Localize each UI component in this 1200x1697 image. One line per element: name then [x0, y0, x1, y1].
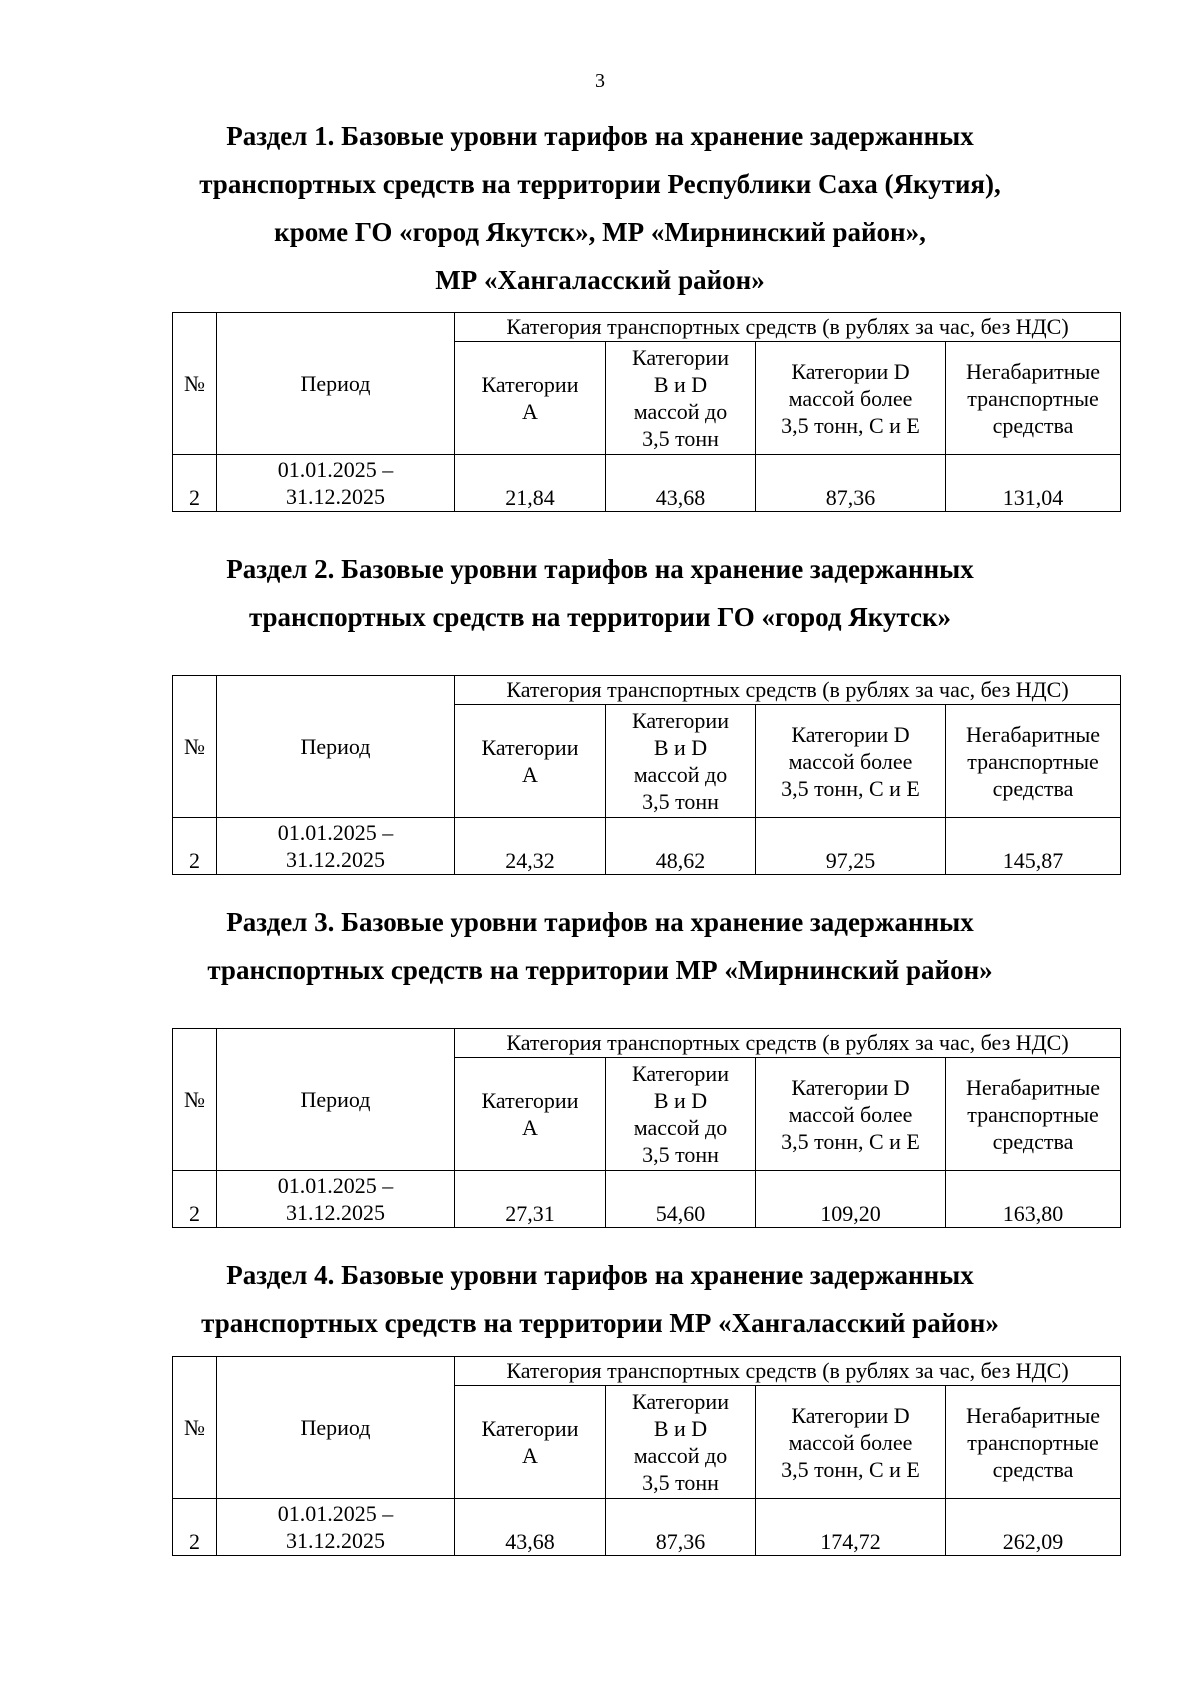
col-oversize-header: Негабаритные транспортные средства — [946, 1386, 1121, 1499]
col-period-header: Период — [217, 1357, 455, 1499]
row-cat-bd: 43,68 — [606, 455, 756, 512]
col-cat-dce-header: Категории D массой более 3,5 тонн, С и Е — [756, 342, 946, 455]
table-row — [173, 818, 1121, 875]
col-cat-a-header: Категории А — [455, 705, 606, 818]
col-number-header: № — [173, 1029, 217, 1171]
row-cat-bd: 48,62 — [606, 818, 756, 875]
category-group-header: Категория транспортных средств (в рублях за час, без НДС) — [455, 1029, 1121, 1058]
col-number-header: № — [173, 676, 217, 818]
col-number-header: № — [173, 313, 217, 455]
title-line: Раздел 3. Базовые уровни тарифов на хранение задержанных — [226, 907, 974, 937]
row-cat-bd: 87,36 — [606, 1499, 756, 1556]
title-line: МР «Хангаласский район» — [435, 265, 765, 295]
tariff-table-2 — [172, 675, 1121, 875]
section-2 — [0, 545, 1200, 641]
col-oversize-header: Негабаритные транспортные средства — [946, 342, 1121, 455]
category-group-header: Категория транспортных средств (в рублях за час, без НДС) — [455, 676, 1121, 705]
row-number: 2 — [173, 1499, 217, 1556]
tariff-table-4 — [172, 1356, 1121, 1556]
row-cat-dce: 97,25 — [756, 818, 946, 875]
category-group-header: Категория транспортных средств (в рублях за час, без НДС) — [455, 313, 1121, 342]
col-cat-bd-header: Категории В и D массой до 3,5 тонн — [606, 1058, 756, 1171]
title-line: Раздел 2. Базовые уровни тарифов на хранение задержанных — [226, 554, 974, 584]
section-title — [0, 1251, 1200, 1347]
col-cat-a-header: Категории А — [455, 1058, 606, 1171]
table-row — [173, 455, 1121, 512]
row-cat-dce: 174,72 — [756, 1499, 946, 1556]
col-cat-dce-header: Категории D массой более 3,5 тонн, С и Е — [756, 1058, 946, 1171]
row-oversize: 145,87 — [946, 818, 1121, 875]
col-cat-dce-header: Категории D массой более 3,5 тонн, С и Е — [756, 705, 946, 818]
section-4 — [0, 1251, 1200, 1347]
col-cat-bd-header: Категории В и D массой до 3,5 тонн — [606, 705, 756, 818]
row-number: 2 — [173, 818, 217, 875]
col-period-header: Период — [217, 676, 455, 818]
row-cat-a: 27,31 — [455, 1171, 606, 1228]
col-oversize-header: Негабаритные транспортные средства — [946, 705, 1121, 818]
section-title — [0, 898, 1200, 994]
row-period: 01.01.2025 – 31.12.2025 — [217, 455, 455, 512]
row-oversize: 262,09 — [946, 1499, 1121, 1556]
section-3 — [0, 898, 1200, 994]
title-line: кроме ГО «город Якутск», МР «Мирнинский район», — [274, 217, 926, 247]
title-line: Раздел 4. Базовые уровни тарифов на хранение задержанных — [226, 1260, 974, 1290]
row-cat-a: 43,68 — [455, 1499, 606, 1556]
col-cat-bd-header: Категории В и D массой до 3,5 тонн — [606, 1386, 756, 1499]
title-line: транспортных средств на территории МР «Хангаласский район» — [201, 1308, 999, 1338]
row-cat-bd: 54,60 — [606, 1171, 756, 1228]
col-cat-bd-header: Категории В и D массой до 3,5 тонн — [606, 342, 756, 455]
row-cat-a: 24,32 — [455, 818, 606, 875]
col-oversize-header: Негабаритные транспортные средства — [946, 1058, 1121, 1171]
section-title — [0, 545, 1200, 641]
table-row — [173, 1499, 1121, 1556]
title-line: транспортных средств на территории МР «Мирнинский район» — [207, 955, 993, 985]
row-oversize: 131,04 — [946, 455, 1121, 512]
title-line: Раздел 1. Базовые уровни тарифов на хранение задержанных — [226, 121, 974, 151]
col-period-header: Период — [217, 313, 455, 455]
page-number: 3 — [595, 70, 605, 92]
tariff-table-3 — [172, 1028, 1121, 1228]
col-number-header: № — [173, 1357, 217, 1499]
title-line: транспортных средств на территории Республики Саха (Якутия), — [199, 169, 1001, 199]
col-cat-a-header: Категории А — [455, 1386, 606, 1499]
row-cat-dce: 87,36 — [756, 455, 946, 512]
col-period-header: Период — [217, 1029, 455, 1171]
col-cat-a-header: Категории А — [455, 342, 606, 455]
row-number: 2 — [173, 1171, 217, 1228]
section-title — [0, 112, 1200, 304]
row-number: 2 — [173, 455, 217, 512]
section-1 — [0, 112, 1200, 304]
row-period: 01.01.2025 – 31.12.2025 — [217, 1499, 455, 1556]
table-row — [173, 1171, 1121, 1228]
row-cat-a: 21,84 — [455, 455, 606, 512]
title-line: транспортных средств на территории ГО «город Якутск» — [248, 602, 952, 632]
row-oversize: 163,80 — [946, 1171, 1121, 1228]
col-cat-dce-header: Категории D массой более 3,5 тонн, С и Е — [756, 1386, 946, 1499]
row-period: 01.01.2025 – 31.12.2025 — [217, 1171, 455, 1228]
row-cat-dce: 109,20 — [756, 1171, 946, 1228]
category-group-header: Категория транспортных средств (в рублях за час, без НДС) — [455, 1357, 1121, 1386]
tariff-table-1 — [172, 312, 1121, 512]
row-period: 01.01.2025 – 31.12.2025 — [217, 818, 455, 875]
